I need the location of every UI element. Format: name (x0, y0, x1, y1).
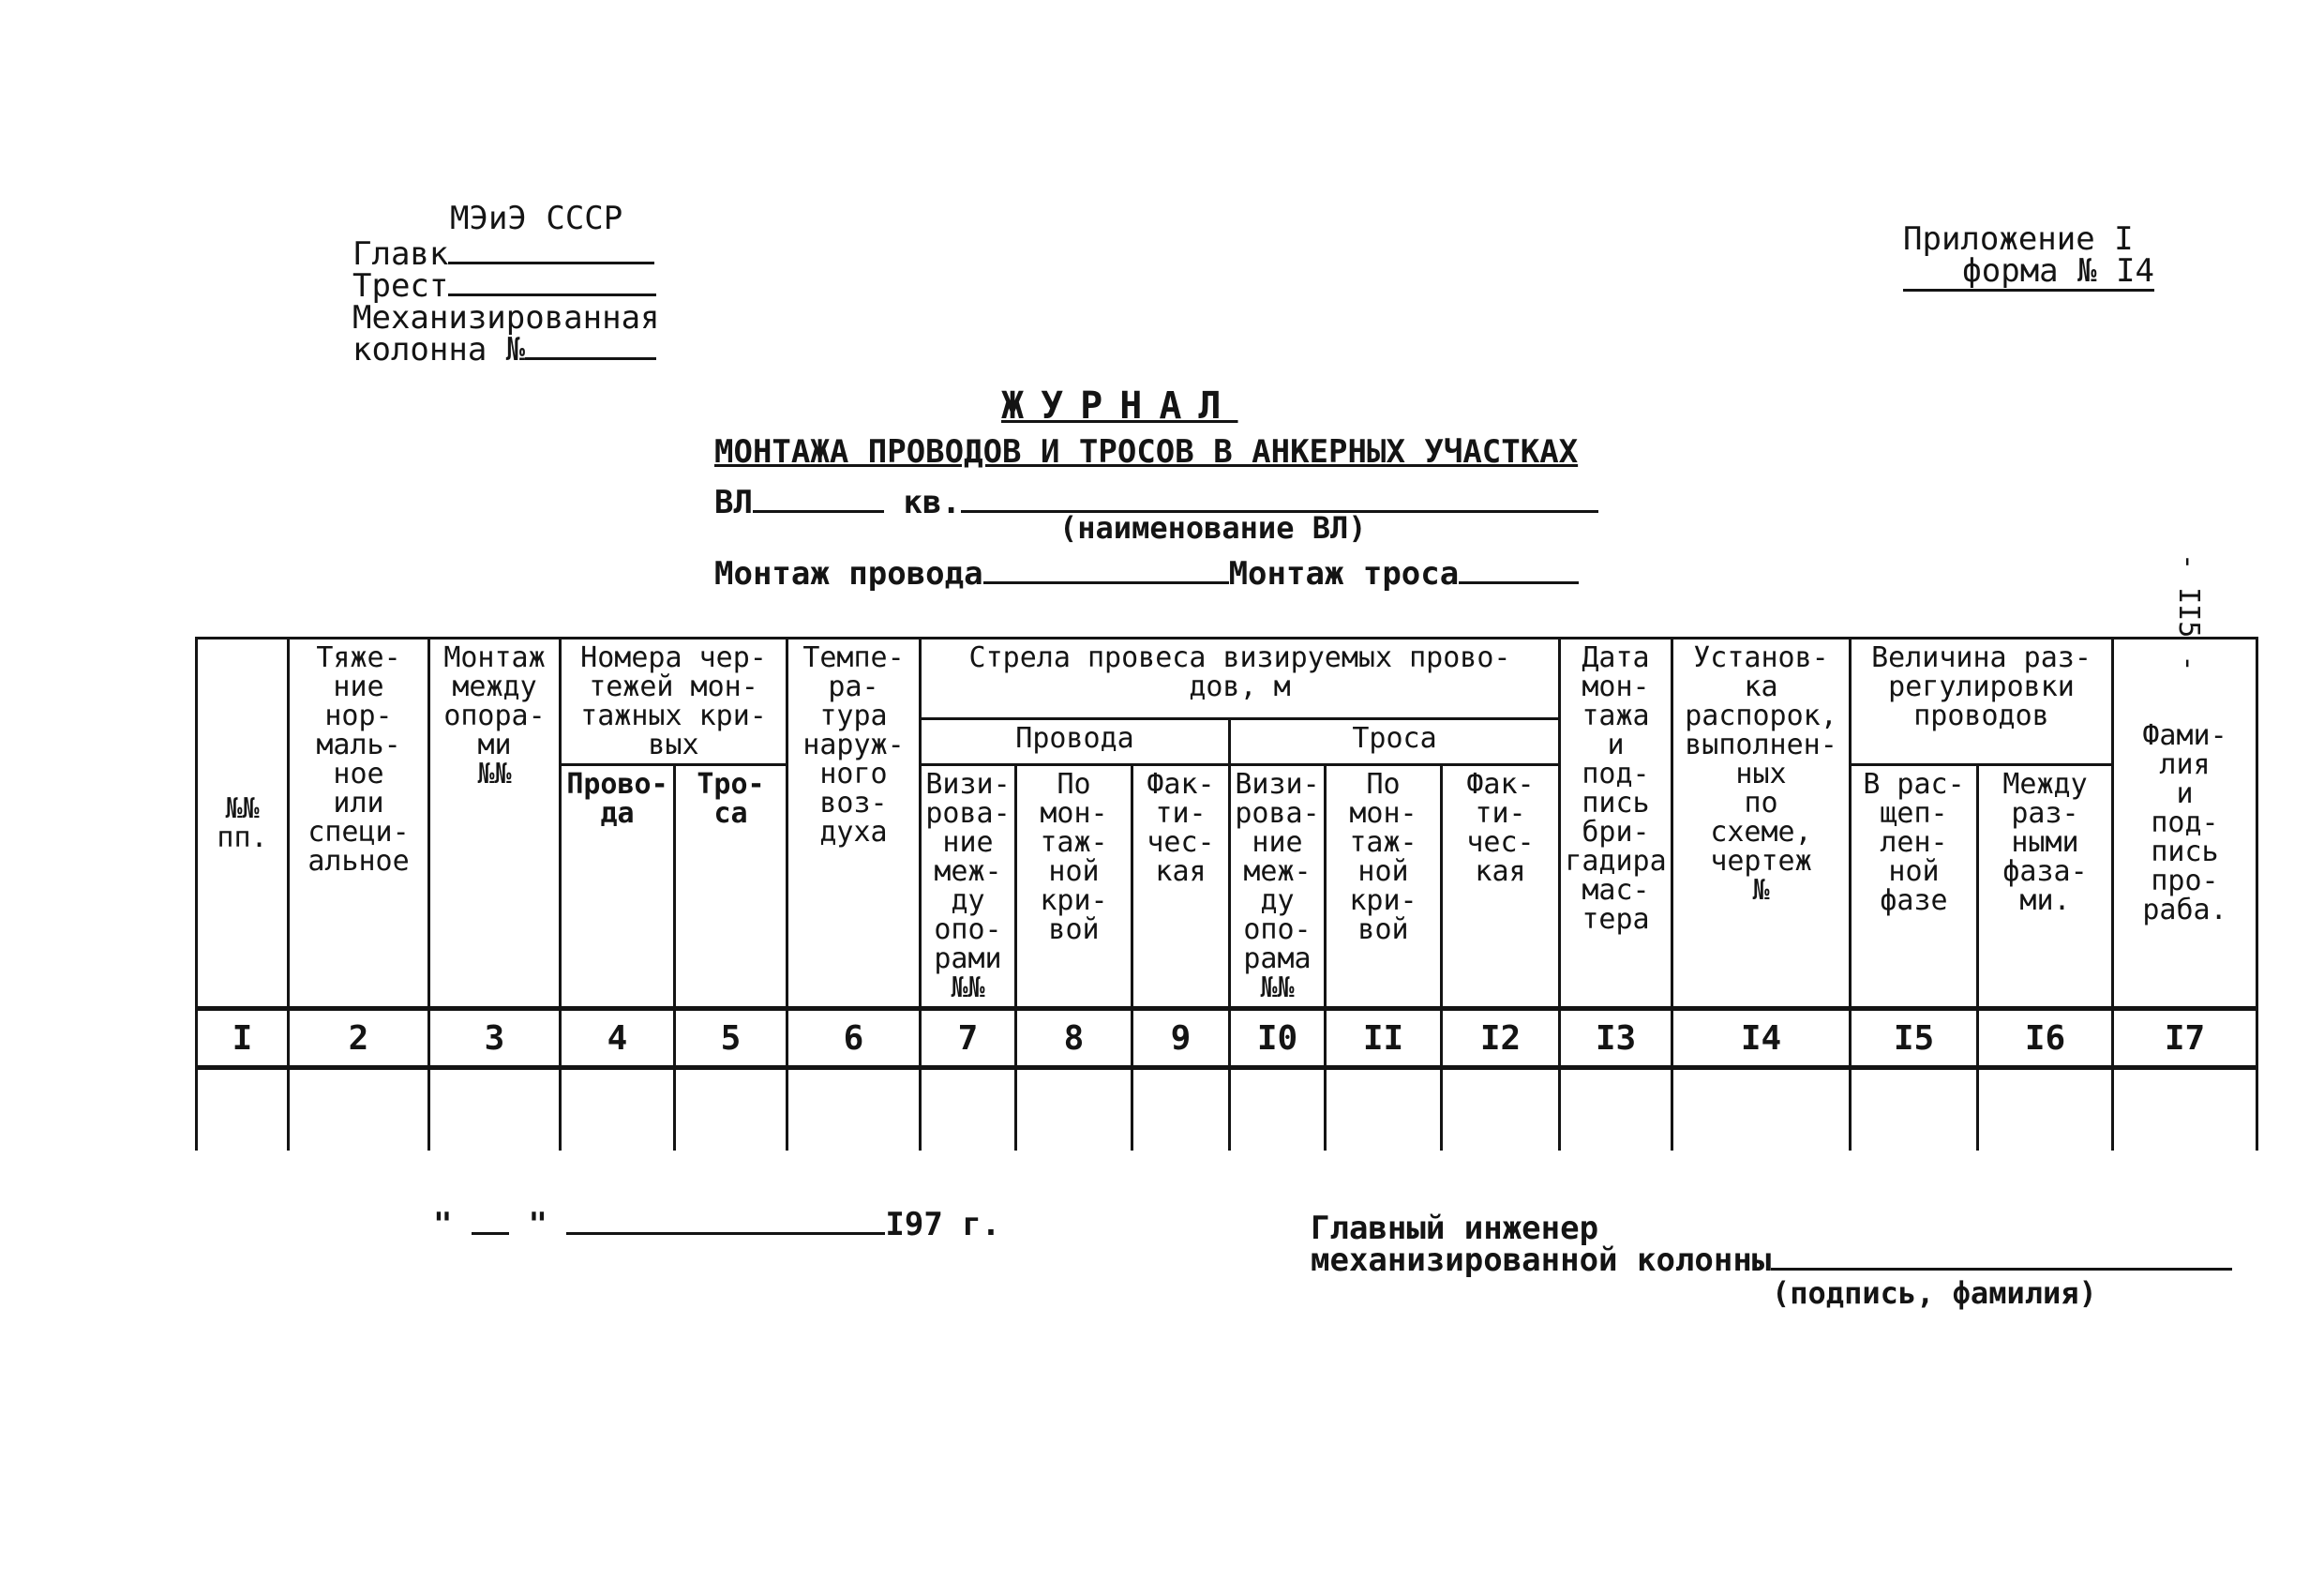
form-number: форма № I4 (1903, 253, 2154, 292)
table-cell[interactable] (1132, 1068, 1230, 1151)
glavk-blank[interactable] (448, 262, 654, 264)
wire-mount-blank[interactable] (983, 581, 1229, 584)
vl-voltage-blank[interactable] (753, 510, 884, 513)
col-header-cables: Троса (1230, 718, 1560, 764)
col-header-cable-sighting: Визи- рова- ние меж- ду опо- рама №№ (1230, 765, 1326, 1009)
column-number: 7 (921, 1009, 1016, 1068)
journal-table (195, 637, 2258, 1151)
col-header-tension: Тяже- ние нор- маль- ное или специ- альное (289, 639, 429, 1009)
col-header-drawings: Номера чер- тежей мон- тажных кри- вых (561, 639, 787, 765)
column-number: 3 (429, 1009, 561, 1068)
table-cell[interactable] (787, 1068, 921, 1151)
column-field (352, 332, 656, 368)
quote-open: " (433, 1206, 453, 1243)
column-number: I3 (1560, 1009, 1672, 1068)
column-number: I4 (1672, 1009, 1851, 1068)
col-header-wire-sighting: Визи- рова- ние меж- ду опо- рами №№ (921, 765, 1016, 1009)
column-number: II (1326, 1009, 1442, 1068)
col-header-sag: Стрела провеса визируемых прово- дов, м (921, 639, 1560, 719)
signer-field (1311, 1241, 2232, 1279)
table-cell[interactable] (1978, 1068, 2113, 1151)
column-number: 5 (675, 1009, 787, 1068)
col-header-between-phases: Между раз- ными фаза- ми. (1978, 765, 2113, 1009)
column-number-row (197, 1009, 2257, 1068)
col-header-date: Дата мон- тажа и под- пись бри- гадира мас- тера (1560, 639, 1672, 1009)
trest-blank[interactable] (448, 293, 656, 296)
col-header-drawing-cable: Тро- са (675, 765, 787, 1009)
table-cell[interactable] (561, 1068, 675, 1151)
table-cell[interactable] (1016, 1068, 1132, 1151)
col-header-regulation: Величина раз- регулировки проводов (1851, 639, 2113, 765)
table-cell[interactable] (2113, 1068, 2257, 1151)
journal-subtitle: МОНТАЖА ПРОВОДОВ И ТРОСОВ В АНКЕРНЫХ УЧАСТКАХ (714, 433, 1579, 471)
col-header-foreman: Фами- лия и под- пись про- раба. (2113, 639, 2257, 1009)
page-number: - II5 - (2172, 553, 2205, 672)
ministry-label: МЭиЭ СССР (450, 200, 623, 237)
table-row (197, 1068, 2257, 1151)
col-header-wires: Провода (921, 718, 1230, 764)
column-number: I6 (1978, 1009, 2113, 1068)
column-number: I (197, 1009, 289, 1068)
cable-mount-label: Монтаж троса (1228, 555, 1460, 593)
column-number: 9 (1132, 1009, 1230, 1068)
signature-blank[interactable] (1771, 1268, 2232, 1271)
column-number: 2 (289, 1009, 429, 1068)
table-cell[interactable] (289, 1068, 429, 1151)
appendix-label: Приложение I (1903, 220, 2134, 258)
journal-title: ЖУРНАЛ (1001, 384, 1238, 428)
month-blank[interactable] (566, 1232, 885, 1235)
day-blank[interactable] (472, 1232, 509, 1235)
col-header-number: №№ пп. (197, 639, 289, 1009)
table-cell[interactable] (1442, 1068, 1560, 1151)
mount-line (714, 555, 1579, 593)
col-header-spacers: Установ- ка распорок, выполнен- ных по схеме, чертеж № (1672, 639, 1851, 1009)
col-header-cable-actual: Фак- ти- чес- кая (1442, 765, 1560, 1009)
column-number: I7 (2113, 1009, 2257, 1068)
table-cell[interactable] (675, 1068, 787, 1151)
year-suffix: I97 г. (885, 1206, 1001, 1243)
signature-hint: (подпись, фамилия) (1772, 1275, 2097, 1311)
trest-label: Трест (352, 267, 449, 305)
column-number: 6 (787, 1009, 921, 1068)
column-label-1: Механизированная (352, 299, 660, 337)
date-line (433, 1206, 1000, 1243)
column-label-2: колонна № (352, 331, 526, 369)
signer-title-1: Главный инженер (1311, 1210, 1599, 1247)
column-number: I0 (1230, 1009, 1326, 1068)
table-header-row-1 (197, 639, 2257, 719)
table-cell[interactable] (1230, 1068, 1326, 1151)
col-header-span: Монтаж между опора- ми №№ (429, 639, 561, 1009)
table-cell[interactable] (1851, 1068, 1978, 1151)
col-header-split-phase: В рас- щеп- лен- ной фазе (1851, 765, 1978, 1009)
quote-close: " (528, 1206, 547, 1243)
table-cell[interactable] (1326, 1068, 1442, 1151)
column-blank[interactable] (525, 357, 656, 360)
table-cell[interactable] (429, 1068, 561, 1151)
glavk-label: Главк (352, 235, 449, 273)
col-header-cable-curve: По мон- таж- ной кри- вой (1326, 765, 1442, 1009)
wire-mount-label: Монтаж провода (714, 555, 983, 593)
column-number: 8 (1016, 1009, 1132, 1068)
column-number: I5 (1851, 1009, 1978, 1068)
kv-label: кв. (903, 484, 961, 521)
table-cell[interactable] (197, 1068, 289, 1151)
column-number: I2 (1442, 1009, 1560, 1068)
table-cell[interactable] (921, 1068, 1016, 1151)
col-header-temperature: Темпе- ра- тура наруж- ного воз- духа (787, 639, 921, 1009)
col-header-wire-curve: По мон- таж- ной кри- вой (1016, 765, 1132, 1009)
table-cell[interactable] (1560, 1068, 1672, 1151)
cable-mount-blank[interactable] (1459, 581, 1579, 584)
col-header-drawing-wire: Прово- да (561, 765, 675, 1009)
col-header-wire-actual: Фак- ти- чес- кая (1132, 765, 1230, 1009)
signer-title-2: механизированной колонны (1311, 1241, 1772, 1279)
vl-name-hint: (наименование ВЛ) (1059, 510, 1367, 546)
table-cell[interactable] (1672, 1068, 1851, 1151)
vl-label: ВЛ (714, 484, 753, 521)
column-number: 4 (561, 1009, 675, 1068)
